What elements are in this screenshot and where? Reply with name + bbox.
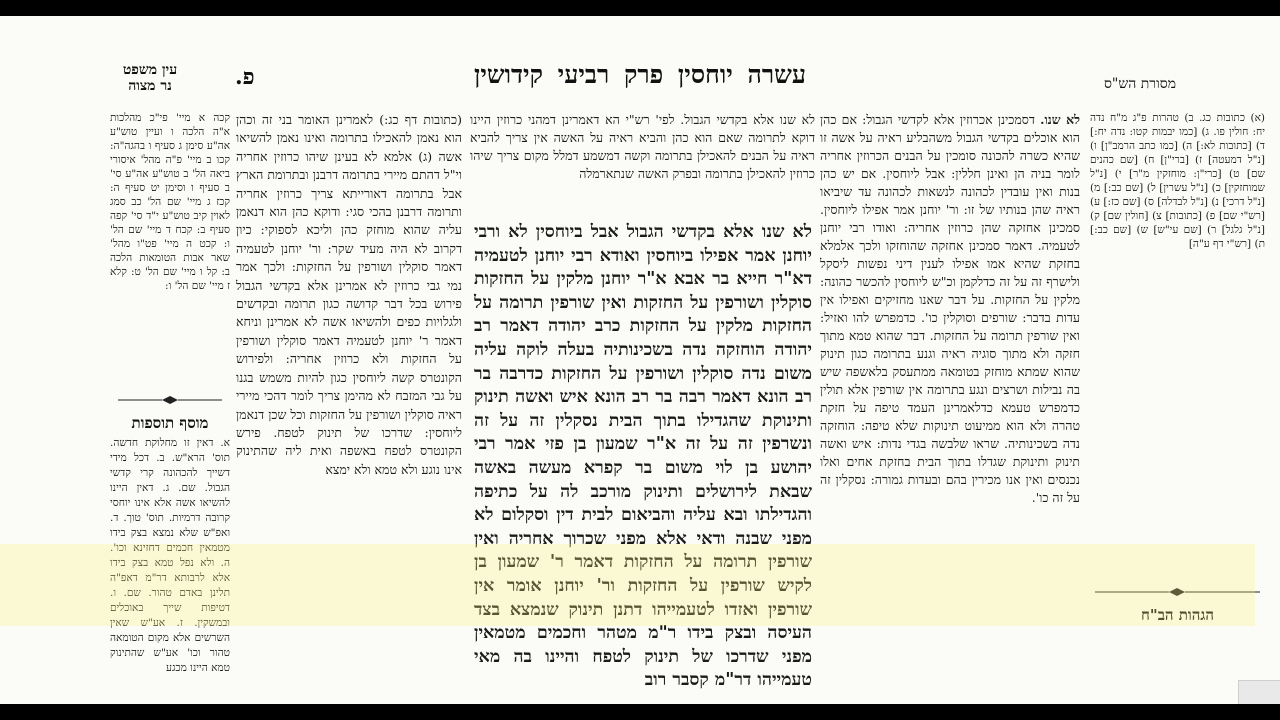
- hagahot-habach-heading: הגהות הב"ח: [1141, 606, 1214, 624]
- page-title: עשרה יוחסין פרק רביעי קידושין: [473, 60, 807, 89]
- ein-mishpat-heading: [110, 62, 190, 94]
- musaf-tosafot-heading: מוסף תוספות: [131, 414, 209, 432]
- masoret-heading: מסורת הש"ס: [1103, 76, 1177, 92]
- talmud-page: [0, 16, 1280, 704]
- ein-mishpat-text: קכה א מיי' פי"כ מהלכות א"ה הלכה ו ועיין טוש"ע אה"ע סימן ג סעיף ו בהגה"ה: קכו ב מיי' פ"ה מהל' איסורי ביאה הל' ב טוש"ע אה"ע סי' ב סעיף ו וסימן יט סעיף ה: קכז ג מיי' שם הל' כב סמג לאוין קיב טוש"ע י"ד סי' קפה סעיף ב: קכח ד מיי' שם הל' ו: קכט ה מיי' פט"ו מהל' שאר אבות הטומאות הלכה ב: קל ו מיי' שם הל' ט: קלא ז מיי' שם הל' ו:: [110, 112, 230, 292]
- ornament-divider: [1095, 588, 1260, 596]
- ein-mishpat-heading-text: עין משפט נר מצוה: [122, 62, 178, 94]
- gemara-text: לא שנו אלא בקדשי הגבול אבל ביוחסין לא ורבי יוחנן אמר אפילו ביוחסין ואודא רבי יוחנן לטעמיה דא"ר חייא בר אבא א"ר יוחנן מלקין על החזקות סוקלין ושורפין על החזקות ואין שורפין תרומה על החזקות מלקין על החזקות כרב יהודה דאמר רב יהודה הוחזקה נדה בשכינותיה בעלה לוקה עליה משום נדה סוקלין ושורפין על החזקות כדרבה בר רב הונא דאמר רבה בר רב הונא איש ואשה תינוק ותינוקת שהגדילו בתוך הבית נסקלין זה על זה ונשרפין זה על זה א"ר שמעון בן פזי אמר רבי יהושע בן לוי משום בר קפרא מעשה באשה שבאת לירושלים ותינוק מורכב לה על כתיפה והגדילתו ובא עליה והביאום לבית דין וסקלום לא מפני שבנה ודאי אלא מפני שכרוך אחריה ואין שורפין תרומה על החזקות דאמר ר' שמעון בן לקיש שורפין על החזקות ור' יוחנן אומר אין שורפין ואזדו לטעמייהו דתנן תינוק שנמצא בצד העיסה ובצק בידו ר"מ מטהר וחכמים מטמאין מפני שדרכו של תינוק לטפח והיינו בה מאי טעמייהו דר"מ קסבר רוב: [474, 222, 812, 691]
- scroll-corner-button[interactable]: [1238, 680, 1280, 704]
- rashi-text: דסמכינן אכרוזין אלא לקדשי הגבול: אם כהן הוא אוכלים בקדשי הגבול משהבליע ראיה על אשה זו שהיא כשרה להכונה סומכין על הבנים הכרוזין אחריה לומר בניה הן ואינן חללין: אבל ליוחסין. אם יש כהן בנות ואין עובדין לכהונה לנשאות לכהונה עד שיביאו ראיה שהן בנותיו של זו: ור' יוחנן אמר אפילו ליוחסין. סמכינן אחזקה שהן כרוזין אחריה: ואודו רבי יוחנן לטעמיה. דאמר סמכינן אחזקה שהוחזקו ולכך אלמלא בחזקת שהיא אמו אפילו לענין דיני נפשות ליסקל ולישרף זה על זה כדלקמן וכ"ש ליוחסין להכשר כהונה: מלקין על החזקות. על דבר שאנו מחזיקים ואפילו אין עדות בדבר: שורפים וסוקלין כו'. כדמפרש להו ואזיל: ואין שורפין תרומה על החזקות. דבר שהוא טמא מתוך חזקה ולא מתוך סוגיה ראיה וגנע בתרומה כגון תינוק שהוא שמתא מוחזק בטומאה ממתעסק בלאשפה שיש בה נבילות ושרצים ונגע בתרומה אין שורפין אלא תולין כדמפרש טעמא כדלאמרינן העמד טיפה על חזקת טהרה ולא הוא ממיעוט תינוקות שלא טיפה: הוחזקה נדה בשכינותיה. שראו שלבשה בגדי נדות: איש ואשה תינוק ותינוקת שגדלו בתוך הבית בחזקת אחים ואלו נכנסים ואין אנו מכירין בהם ובעדות גמורה: נסקלין זה על זה כו'.: [820, 112, 1080, 505]
- ornament-divider: [118, 396, 222, 404]
- tosafot-intro-text: לא שנו אלא בקדשי הגבול. לפי' רש"י הא דאמרינן דמהני כרוזין היינו דוקא לתרומה שאם הוא כהן והביא ראיה על האשה אין צריך להביא ראיה על הבנים להאכילן בתרומה וקשה דמשמע דמלל מקום צריך שיהו כרוזין להאכילן בתרומה ובפרק האשה שנתארמלה: [470, 112, 815, 181]
- gemara-text-block: [474, 221, 812, 704]
- musaf-text: א. דאין זו מחלוקת חדשה. תוס' הרא"ש. ב. דכל מידי דשייך להכהונה קרי קדשי הגבול. שם. ג. דאין היינו להשיאו אשה אלא אינו יוחסי קרובה דרמיות. תוס' טוך. ד. ואפ"ש שלא נמצא בצק בידו מטמאין חכמים דחזינא וכו'. ה. ולא נפל טמא בצק בידו אלא לרבותא דר"מ דאפ"ה תלינן באדם טהור. שם. ו. דטיפות שייך באוכלים ובמשקין. ז. אע"ש שאין השרשים אלא מקום הטומאה טהור וכו' אע"ש שהתינוק טמא היינו מכגע: [110, 437, 230, 674]
- masoret-text: (א) כתובות כג. ב) טהרות פ"ג מ"ח נדה יח: חולין פו. ג) [כמו יבמות קטו: נדה יח:] ד) [כתובות לא:] ה) [כמו כתב הרמב"ן] ו) [נ"ל דמעטה] ז) [ברי"ן] ח) [שם כהנים שם] ט) [כרי"ן: מוחזקין מ"ר] י) [נ"ל שמוחזקין] כ) [נ"ל עשרין] ל) [שם כב:] מ) [נ"ל דרכי] נ) [נ"ל לבדלה] ס) [שם כז:] ע) [רש"י שם] פ) [כתובות] צ) [חולין שם] ק) [נ"ל גלגל] ר) [שם עי"ש] ש) [שם כב:] ת) [רש"י דף ע"ה]: [1090, 112, 1265, 250]
- masoret-hashas-column: [1090, 111, 1265, 576]
- musaf-tosafot-column: [110, 436, 230, 704]
- rashi-lead-word: לא שנו.: [1040, 112, 1080, 127]
- rashi-commentary: [820, 111, 1080, 704]
- tosafot-intro: [470, 111, 815, 211]
- tosafot-text: (כתובות דף כג:) לאמרינן האומר בני זה וכהן הוא נאמן להאכילו בתרומה ואינו נאמן להשיאו אשה (ג) אלמא לא בעינן שיהו כרוזין אחריה וי"ל דהתם מיירי בתרומה דרבנן ובתרומת הארץ אבל בתרומה דאורייתא צריך כרוזין אחריה ותרומה דרבנן בהכי סגי: ודוקא כהן הוא דנאמן עליה שהוא מוחזק כהן וליכא לספוקי: כיון דקרוב לא היה מעיד שקר: ור' יוחנן לטעמיה דאמר סוקלין ושורפין על החזקות: ולכך אמר נמי גבי כרוזין לא אמרינן אלא בקדשי הגבול פירוש בכל דבר קדושה כגון תרומה ובקדשים ולגלויות כפים ולהשיאו אשה לא אמרינן וניחא דאמר ר' יוחנן לטעמיה דאמר סוקלין ושורפין על החזקות ולא כרוזין אחריה: ולפירוש הקונטרס קשה ליוחסין כגון להיות משמש בגנו על גבי המזבח לא מהימן צריך לומר דהכי מיירי ראיה סוקלין ושורפין על החזקות וכל שכן דנאמן ליוחסין: שדרכו של תינוק לטפח. פירש הקונטרס לטפח באשפה ואית ליה שהתינוק אינו נוגע ולא טמא ולא ימצא: [236, 112, 462, 477]
- folio-number: פ.: [235, 64, 255, 90]
- ein-mishpat-column: [110, 111, 230, 381]
- tosafot-commentary: [236, 111, 462, 704]
